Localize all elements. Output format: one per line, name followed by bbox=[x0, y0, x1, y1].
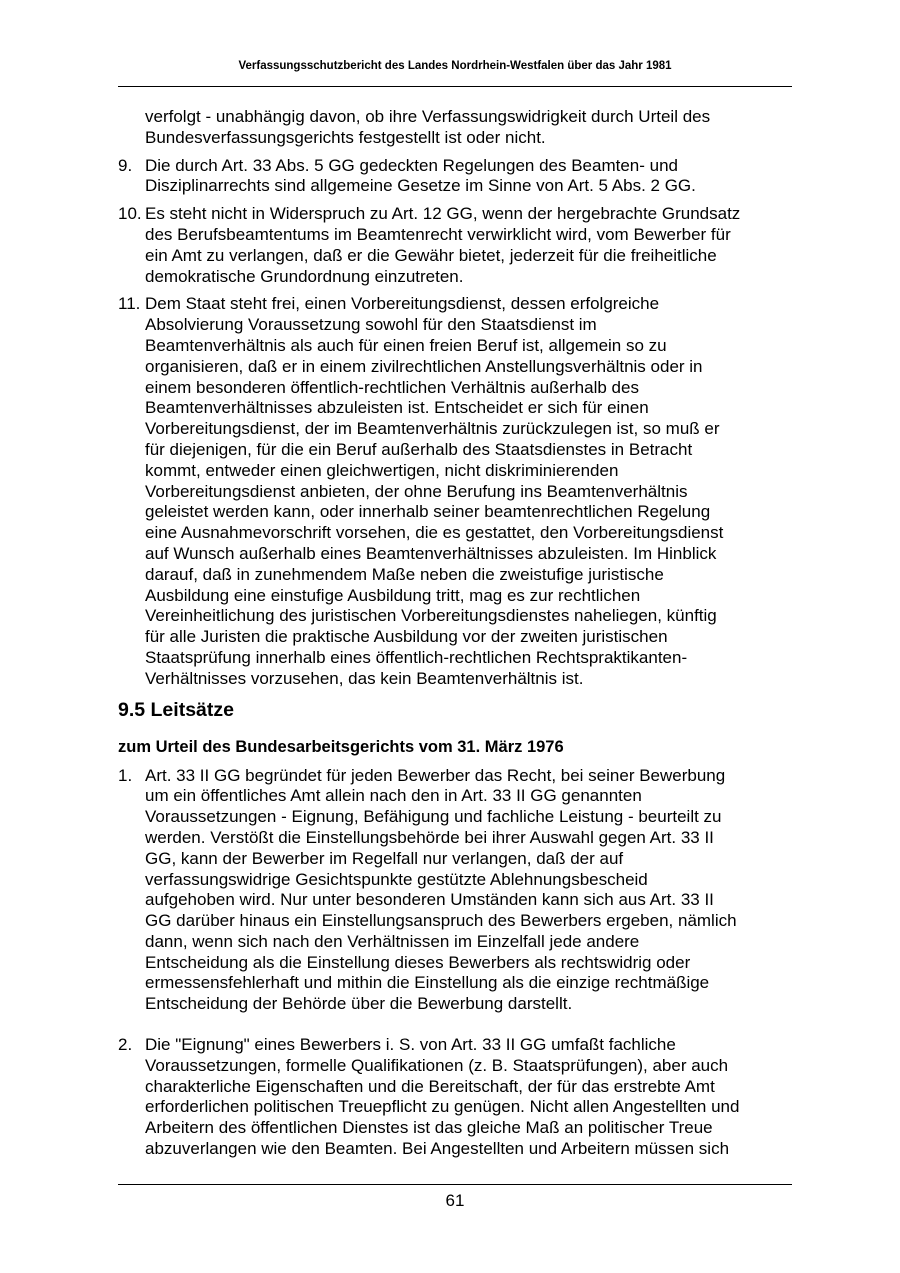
text-line: Dem Staat steht frei, einen Vorbereitungsdienst, dessen erfolgreiche bbox=[145, 294, 660, 314]
text-line: Beamtenverhältnis als auch für einen freien Beruf ist, allgemein so zu bbox=[145, 335, 667, 355]
item-text bbox=[145, 204, 792, 287]
item-text bbox=[145, 294, 792, 689]
text-line: abzuverlangen wie den Beamten. Bei Angestellten und Arbeitern müssen sich bbox=[145, 1139, 730, 1159]
text-line: darauf, daß in zunehmendem Maße neben die zweistufige juristische bbox=[145, 564, 664, 584]
text-line: für alle Juristen die praktische Ausbildung vor der zweiten juristischen bbox=[145, 627, 668, 647]
text-line: werden. Verstößt die Einstellungsbehörde bei ihrer Auswahl gegen Art. 33 II bbox=[145, 827, 714, 847]
text-line: Entscheidung als die Einstellung dieses Bewerbers als rechtswidrig oder bbox=[145, 952, 691, 972]
list-item-9 bbox=[118, 156, 792, 198]
item-number: 11. bbox=[118, 294, 141, 314]
text-line: Vorbereitungsdienst anbieten, der ohne Berufung ins Beamtenverhältnis bbox=[145, 481, 688, 501]
text-line: Vereinheitlichung des juristischen Vorbereitungsdienstes naheliegen, künftig bbox=[145, 606, 717, 626]
section-subheading: zum Urteil des Bundesarbeitsgerichts vom 31. März 1976 bbox=[118, 737, 564, 756]
item-number: 10. bbox=[118, 204, 142, 224]
text-line: Es steht nicht in Widerspruch zu Art. 12 GG, wenn der hergebrachte Grundsatz bbox=[145, 204, 741, 224]
continuation-paragraph bbox=[118, 107, 792, 149]
section-heading: 9.5 Leitsätze bbox=[118, 698, 234, 721]
text-line: eine Ausnahmevorschrift vorsehen, die es gestattet, den Vorbereitungsdienst bbox=[145, 523, 724, 543]
text-line: einem besonderen öffentlich-rechtlichen Verhältnis außerhalb des bbox=[145, 377, 639, 397]
list-item-10 bbox=[118, 204, 792, 287]
text-line: Beamtenverhältnisses abzuleisten ist. Entscheidet er sich für einen bbox=[145, 398, 649, 418]
footer-rule bbox=[118, 1184, 792, 1185]
list-item-1 bbox=[118, 766, 792, 1016]
list-item-2 bbox=[118, 1035, 792, 1160]
text-line: um ein öffentliches Amt allein nach den in Art. 33 II GG genannten bbox=[145, 786, 642, 806]
item-number: 2. bbox=[118, 1035, 133, 1055]
text-line: GG darüber hinaus ein Einstellungsanspruch des Bewerbers ergeben, nämlich bbox=[145, 911, 737, 931]
text-line: Art. 33 II GG begründet für jeden Bewerber das Recht, bei seiner Bewerbung bbox=[145, 765, 726, 785]
text-line: ein Amt zu verlangen, daß er die Gewähr bietet, jederzeit für die freiheitliche bbox=[145, 245, 717, 265]
text-line: Vorbereitungsdienst, der im Beamtenverhältnis zurückzulegen ist, so muß er bbox=[145, 419, 720, 439]
text-line: auf Wunsch außerhalb eines Beamtenverhältnisses abzuleisten. Im Hinblick bbox=[145, 543, 717, 563]
text-line: Die durch Art. 33 Abs. 5 GG gedeckten Regelungen des Beamten- und bbox=[145, 155, 679, 175]
text-line: charakterliche Eigenschaften und die Bereitschaft, der für das erstrebte Amt bbox=[145, 1076, 715, 1096]
list-item-11 bbox=[118, 294, 792, 689]
text-line: des Berufsbeamtentums im Beamtenrecht verwirklicht wird, vom Bewerber für bbox=[145, 224, 731, 244]
page-number: 61 bbox=[445, 1191, 465, 1210]
text-line: verfolgt - unabhängig davon, ob ihre Verfassungswidrigkeit durch Urteil des bbox=[145, 107, 711, 126]
text-line: Verhältnisses vorzusehen, das kein Beamtenverhältnis ist. bbox=[145, 668, 584, 688]
text-line: aufgehoben wird. Nur unter besonderen Umständen kann sich aus Art. 33 II bbox=[145, 890, 714, 910]
text-line: demokratische Grundordnung einzutreten. bbox=[145, 266, 464, 286]
item-number: 1. bbox=[118, 765, 133, 785]
text-line: Arbeitern des öffentlichen Dienstes ist das gleiche Maß an politischer Treue bbox=[145, 1118, 713, 1138]
running-header: Verfassungsschutzbericht des Landes Nordrhein-Westfalen über das Jahr 1981 bbox=[238, 60, 672, 72]
text-line: Die "Eignung" eines Bewerbers i. S. von Art. 33 II GG umfaßt fachliche bbox=[145, 1035, 676, 1055]
text-line: kommt, entweder einen gleichwertigen, nicht diskriminierenden bbox=[145, 460, 619, 480]
page-body bbox=[118, 107, 792, 1167]
text-line: erforderlichen politischen Treuepflicht zu genügen. Nicht allen Angestellten und bbox=[145, 1097, 740, 1117]
text-line: organisieren, daß er in einem zivilrechtlichen Anstellungsverhältnis oder in bbox=[145, 356, 703, 376]
header-rule bbox=[118, 86, 792, 87]
text-line: dann, wenn sich nach den Verhältnissen im Einzelfall jede andere bbox=[145, 931, 640, 951]
text-line: Absolvierung Voraussetzung sowohl für den Staatsdienst im bbox=[145, 315, 597, 335]
item-text bbox=[145, 156, 792, 198]
text-line: Voraussetzungen, formelle Qualifikationen (z. B. Staatsprüfungen), aber auch bbox=[145, 1055, 729, 1075]
item-text bbox=[145, 1035, 792, 1160]
text-line: Staatsprüfung innerhalb eines öffentlich-rechtlichen Rechtspraktikanten- bbox=[145, 647, 688, 667]
item-text bbox=[145, 766, 792, 1016]
text-line: GG, kann der Bewerber im Regelfall nur verlangen, daß der auf bbox=[145, 848, 624, 868]
text-line: Entscheidung der Behörde über die Bewerbung darstellt. bbox=[145, 994, 573, 1014]
text-line: Disziplinarrechts sind allgemeine Gesetze im Sinne von Art. 5 Abs. 2 GG. bbox=[145, 176, 696, 196]
text-line: Ausbildung eine einstufige Ausbildung tritt, mag es zur rechtlichen bbox=[145, 585, 641, 605]
text-line: geleistet werden kann, oder innerhalb seiner beamtenrechtlichen Regelung bbox=[145, 502, 711, 522]
text-line: für diejenigen, für die ein Beruf außerhalb des Staatsdienstes in Betracht bbox=[145, 439, 693, 459]
text-line: Bundesverfassungsgerichts festgestellt ist oder nicht. bbox=[145, 127, 546, 147]
text-line: verfassungswidrige Gesichtspunkte gestützte Ablehnungsbescheid bbox=[145, 869, 648, 889]
text-line: ermessensfehlerhaft und mithin die Einstellung als die einzige rechtmäßige bbox=[145, 973, 710, 993]
text-line: Voraussetzungen - Eignung, Befähigung und fachliche Leistung - beurteilt zu bbox=[145, 807, 722, 827]
item-number: 9. bbox=[118, 155, 133, 175]
